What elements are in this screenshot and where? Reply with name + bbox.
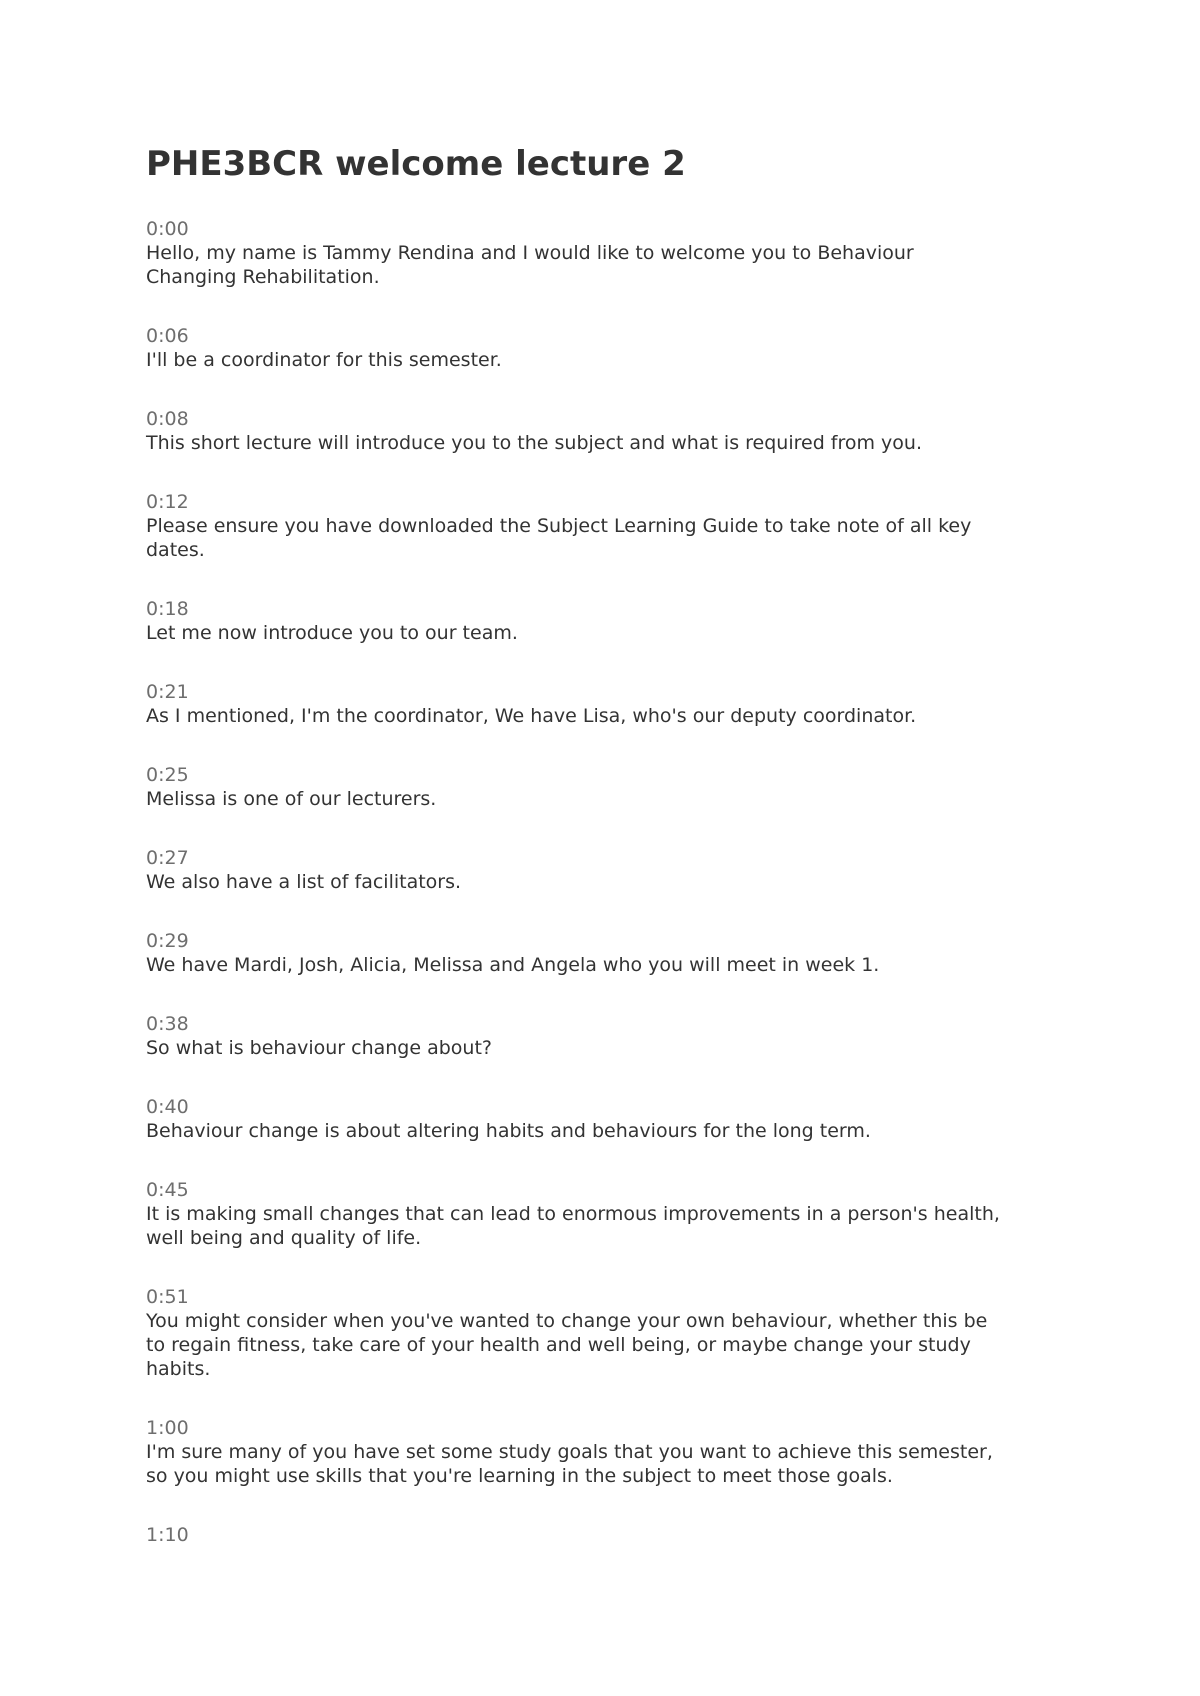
transcript-entry: [146, 1285, 1076, 1381]
timestamp: 1:10: [146, 1524, 189, 1546]
transcript-entry: [146, 846, 1076, 894]
transcript-line: Please ensure you have downloaded the Subject Learning Guide to take note of all key: [146, 515, 972, 537]
timestamp: 0:40: [146, 1096, 189, 1118]
transcript-entry: [146, 1178, 1076, 1250]
transcript-entry: [146, 597, 1076, 645]
timestamp: 0:25: [146, 764, 189, 786]
transcript-line: Hello, my name is Tammy Rendina and I would like to welcome you to Behaviour: [146, 242, 914, 264]
transcript-line: We also have a list of facilitators.: [146, 871, 462, 893]
timestamp: 0:21: [146, 681, 189, 703]
timestamp: 1:00: [146, 1417, 189, 1439]
transcript-line: This short lecture will introduce you to the subject and what is required from you.: [146, 432, 923, 454]
transcript-line: Melissa is one of our lecturers.: [146, 788, 437, 810]
transcript-line: We have Mardi, Josh, Alicia, Melissa and Angela who you will meet in week 1.: [146, 954, 880, 976]
transcript-entry: [146, 1523, 1076, 1547]
transcript-line: habits.: [146, 1358, 211, 1380]
transcript-line: Changing Rehabilitation.: [146, 266, 380, 288]
transcript-entry: [146, 324, 1076, 372]
timestamp: 0:38: [146, 1013, 189, 1035]
timestamp: 0:18: [146, 598, 189, 620]
timestamp: 0:29: [146, 930, 189, 952]
transcript-line: well being and quality of life.: [146, 1227, 422, 1249]
timestamp: 0:51: [146, 1286, 189, 1308]
transcript-line: I'm sure many of you have set some study goals that you want to achieve this semester,: [146, 1441, 993, 1463]
transcript-line: Behaviour change is about altering habits and behaviours for the long term.: [146, 1120, 871, 1142]
timestamp: 0:27: [146, 847, 189, 869]
transcript-line: You might consider when you've wanted to change your own behaviour, whether this be: [146, 1310, 988, 1332]
transcript: [146, 217, 1076, 1582]
transcript-line: I'll be a coordinator for this semester.: [146, 349, 502, 371]
transcript-entry: [146, 1095, 1076, 1143]
timestamp: 0:06: [146, 325, 189, 347]
transcript-entry: [146, 680, 1076, 728]
transcript-entry: [146, 763, 1076, 811]
transcript-line: to regain fitness, take care of your health and well being, or maybe change your study: [146, 1334, 971, 1356]
transcript-line: Let me now introduce you to our team.: [146, 622, 518, 644]
transcript-entry: [146, 217, 1076, 289]
transcript-entry: [146, 1012, 1076, 1060]
transcript-entry: [146, 1416, 1076, 1488]
transcript-entry: [146, 407, 1076, 455]
transcript-line: It is making small changes that can lead to enormous improvements in a person's health,: [146, 1203, 1000, 1225]
transcript-entry: [146, 929, 1076, 977]
timestamp: 0:12: [146, 491, 189, 513]
transcript-line: dates.: [146, 539, 205, 561]
transcript-line: So what is behaviour change about?: [146, 1037, 492, 1059]
timestamp: 0:08: [146, 408, 189, 430]
document-title: PHE3BCR welcome lecture 2: [146, 144, 686, 184]
transcript-line: so you might use skills that you're learning in the subject to meet those goals.: [146, 1465, 893, 1487]
transcript-entry: [146, 490, 1076, 562]
transcript-line: As I mentioned, I'm the coordinator, We have Lisa, who's our deputy coordinator.: [146, 705, 917, 727]
timestamp: 0:00: [146, 218, 189, 240]
timestamp: 0:45: [146, 1179, 189, 1201]
